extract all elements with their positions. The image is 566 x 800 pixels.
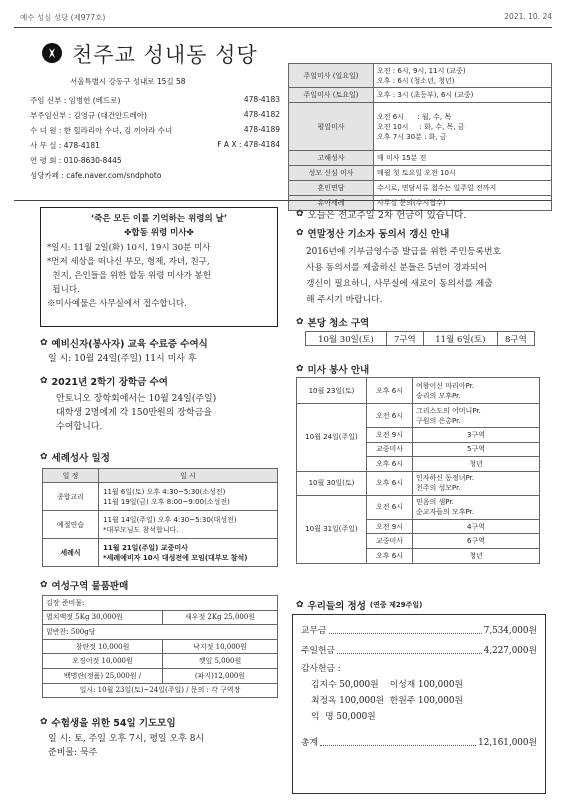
flower-bullet-icon: ✿: [296, 600, 304, 610]
staff-list: [30, 95, 280, 185]
offering-box: [292, 614, 546, 794]
mission-notice: ✿ 오늘은 전교주일 2차 헌금이 있습니다.: [296, 209, 467, 221]
cleaning-heading: ✿ 본당 청소 구역: [296, 317, 370, 329]
prep-ceremony-heading: ✿ 예비신자(봉사자) 교육 수료증 수여식: [40, 338, 208, 350]
flower-bullet-icon: ✿: [40, 717, 48, 727]
goods-sale-heading: ✿ 여성구역 물품판매: [40, 580, 129, 592]
goods-sale-table: 김장 준비물: 멸치액젓 5Kg 30,000원 새우젓 2Kg 25,000원 밑반찬: 500g당 창란젓 10,000원 낙지젓 10,000원 오징어젓 10,000원 깻잎 5,000원 백명란(정품) 25,000원 / (파지)12,000원 일시: 10월 23일(토)~24일(주일) / 문의 : 각 구역장: [42, 595, 278, 698]
scholarship-body: 안토니오 장학회에서는 10월 24일(주일) 대학생 2명에게 각 150만원의 장학금을 수여합니다.: [56, 394, 217, 432]
church-name: 천주교 성내동 성당: [72, 43, 258, 67]
flower-bullet-icon: ✿: [296, 317, 304, 327]
scholarship-heading: ✿ 2021년 2학기 장학금 수여: [40, 376, 168, 388]
offering-row: 교무금 7,534,000원: [301, 623, 537, 639]
staff-row: 사 무 실 : 478-4181 F A X : 478-4184: [30, 140, 280, 150]
staff-row: 연 령 회 : 010-8630-8445: [30, 156, 122, 165]
flower-bullet-icon: ✿: [40, 338, 48, 348]
flower-bullet-icon: ✿: [40, 376, 48, 386]
memorial-mass-box: [40, 207, 278, 327]
memorial-subtitle: ✤합동 위령 미사✤: [124, 228, 194, 238]
baptism-schedule-table: 일 정 일 시 종합교리 11월 6일(토) 오후 4:30~5:30(소성전) 11월 19일(금) 오후 8:00~9:00(소성전) 예절연습 11월 14일(주일) 오후 4:30~5:30(대성전) *대부모님도 참석합니다. 세례식 11월 21일(주일) 교중미사 *세례예비자 10시 대성전에 모임(대부모 참석): [42, 468, 278, 567]
mass-service-heading: ✿ 미사 봉사 안내: [296, 364, 370, 376]
church-address: 서울특별시 강동구 성내로 15길 58: [70, 77, 186, 86]
prep-ceremony-body: 일 시: 10월 24일(주일) 11시 미사 후: [48, 354, 197, 364]
offering-total: 총계 12,161,000원: [301, 735, 537, 751]
mass-times-table: 주일미사 (일요일) 오전 : 6시, 9시, 11시 (교중) 오후 : 6시 (청소년, 청년) 주일미사 (토요일) 오후 : 3시 (초등부), 6시 (교중) 평일미사 오전 6시 : 월, 수, 목 오전 10시 : 화, 수, 목, 금 오후 7시 30분 : 화, 금 고해성사 매 미사 15분 전 성모 신심 미사 매월 첫 토요일 오전 10시 혼인면담 수시로, 면담서류 접수는 일주일 전까지 유아세례 사무실 문의(수시접수): [288, 63, 552, 211]
memorial-body: *일시: 11월 2일(화) 10시, 19시 30분 미사 *먼저 세상을 떠나신 부모, 형제, 자녀, 친구, 친지, 은인들을 위한 합동 위령 미사가 봉헌 됩니다. ※미사예물은 사무실에서 접수합니다.: [47, 243, 211, 309]
flower-bullet-icon: ✿: [296, 228, 304, 238]
flower-bullet-icon: ✿: [296, 209, 304, 219]
thanks-list: 김지수 50,000원 이성재 100,000원 최정옥 100,000원 한원주 100,000원 익 명 50,000원: [311, 680, 463, 722]
bulletin-date: 2021. 10. 24: [504, 12, 552, 21]
tax-consent-body: 2016년에 기부금영수증 발급을 위한 주민등록번호 사용 동의서를 제출하신 분들은 5년이 경과되어 갱신이 필요하니, 사무실에 새로이 동의서를 제출 해 주시기 바랍니다.: [306, 247, 502, 305]
staff-row: 성당카페 : cafe.naver.com/sndphoto: [30, 171, 162, 180]
flower-bullet-icon: ✿: [296, 364, 304, 374]
staff-row: 주임 신부 : 임병헌 (베드로) 478-4183: [30, 95, 280, 105]
offering-heading: ✿ 우리들의 정성 (연중 제29주일): [296, 600, 423, 612]
baptism-heading: ✿ 세례성사 일정: [40, 452, 110, 464]
staff-row: 부주임신부 : 김영규 (대건안드레아) 478-4182: [30, 110, 280, 120]
offering-row: 주일헌금 4,227,000원: [301, 643, 537, 659]
thanks-label: 감사헌금 :: [301, 664, 341, 674]
memorial-title: ‘죽은 모든 이를 기억하는 위령의 날’: [90, 214, 228, 224]
church-logo-icon: [40, 41, 64, 65]
flower-bullet-icon: ✿: [40, 580, 48, 590]
prayer-group-body: 일 시: 토, 주일 오후 7시, 평일 오후 8시 준비물: 묵주: [48, 734, 205, 758]
mass-service-table: 10월 23일(토) 오후 6시 여왕이신 마리아Pr. 승리의 모후Pr. 10월 24일(주일) 오전 6시 그리스도의 어머니Pr. 구원의 은총Pr. 오전 9시 3구역 교중미사 5구역 오후 6시 청년 10월 30일(토) 오후 6시 인자하신 동정녀Pr. 천주의 성모Pr. 10월 31일(주일) 오전 6시 믿음의 샘Pr. 순교자들의 모후Pr. 오전 9시 4구역 교중미사 6구역 오후 6시 청년: [296, 377, 540, 564]
flower-bullet-icon: ✿: [40, 452, 48, 462]
bulletin-number: 예수 성심 성당 (제977호): [20, 13, 106, 22]
tax-consent-heading: ✿ 연말정산 기소자 동의서 갱신 안내: [296, 228, 450, 240]
staff-row: 수 녀 원 : 한 힐라리아 수녀, 김 끼아라 수녀 478-4189: [30, 125, 280, 135]
prayer-group-heading: ✿ 수험생을 위한 54일 기도모임: [40, 717, 176, 729]
cleaning-table: 10월 30일(토) 7구역 11월 6일(토) 8구역: [305, 331, 535, 346]
